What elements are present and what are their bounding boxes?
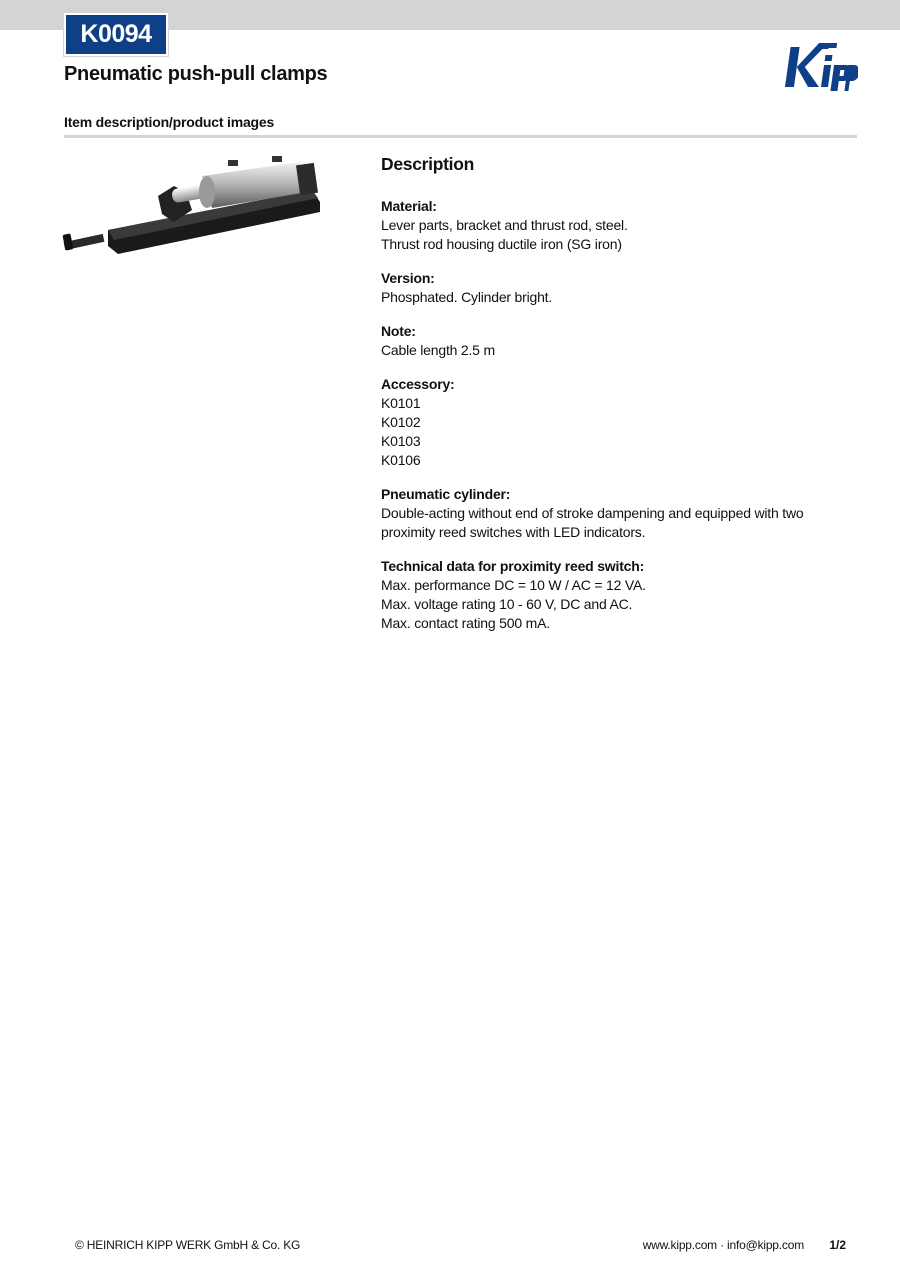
material-block [381, 197, 851, 254]
technical-data-title: Technical data for proximity reed switch: [381, 558, 645, 574]
technical-data-block [381, 557, 851, 633]
product-image [62, 152, 324, 260]
item-code-badge: K0094 [64, 13, 168, 56]
accessory-item: K0103 [381, 433, 421, 449]
note-title: Note: [381, 323, 416, 339]
accessory-item: K0106 [381, 452, 421, 468]
version-block [381, 269, 851, 307]
page-number: 1/2 [829, 1238, 846, 1252]
accessory-block [381, 375, 851, 470]
section-label: Item description/product images [64, 114, 275, 130]
accessory-item: K0102 [381, 414, 421, 430]
description-heading: Description [381, 154, 474, 174]
technical-data-line: Max. contact rating 500 mA. [381, 615, 550, 631]
footer-contact: www.kipp.com · info@kipp.com [642, 1238, 804, 1252]
material-line: Thrust rod housing ductile iron (SG iron) [381, 236, 622, 252]
accessory-title: Accessory: [381, 376, 455, 392]
footer-copyright: © HEINRICH KIPP WERK GmbH & Co. KG [75, 1238, 301, 1252]
kipp-logo [784, 37, 858, 91]
version-title: Version: [381, 270, 435, 286]
accessory-item: K0101 [381, 395, 421, 411]
material-line: Lever parts, bracket and thrust rod, steel. [381, 217, 628, 233]
technical-data-line: Max. voltage rating 10 - 60 V, DC and AC. [381, 596, 633, 612]
description-section [381, 152, 851, 648]
pneumatic-cylinder-line: Double-acting without end of stroke dampening and equipped with two proximity reed switches with LED indicators. [381, 505, 804, 540]
section-divider [64, 135, 857, 138]
pneumatic-cylinder-title: Pneumatic cylinder: [381, 486, 511, 502]
material-title: Material: [381, 198, 437, 214]
note-line: Cable length 2.5 m [381, 342, 495, 358]
page-title: Pneumatic push-pull clamps [64, 63, 328, 85]
version-line: Phosphated. Cylinder bright. [381, 289, 553, 305]
pneumatic-cylinder-block [381, 485, 851, 542]
technical-data-line: Max. performance DC = 10 W / AC = 12 VA. [381, 577, 646, 593]
logo-text: Kipp [784, 37, 787, 38]
note-block [381, 322, 851, 360]
